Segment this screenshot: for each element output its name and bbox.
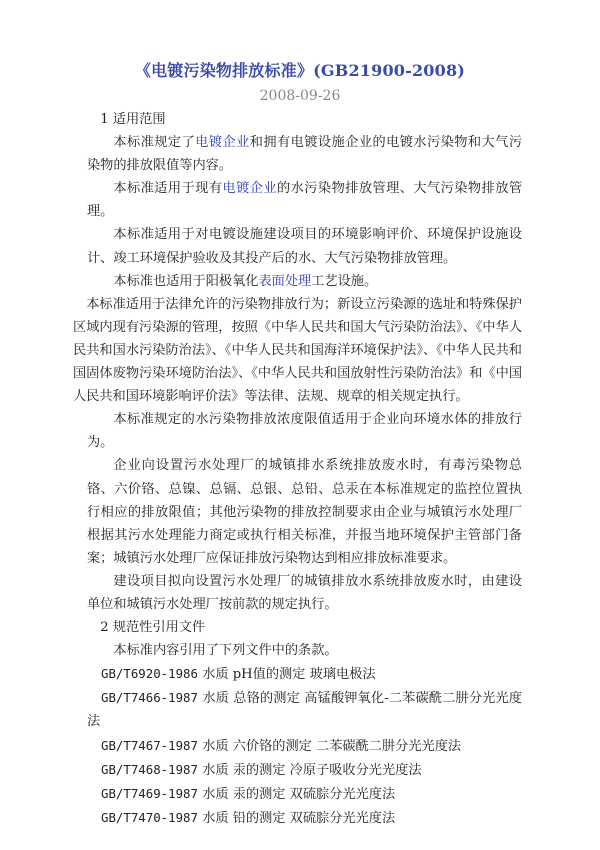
reference-code: GB/T6920-1986 (101, 666, 198, 682)
reference-code: GB/T7466-1987 (101, 690, 198, 706)
link-electroplating-enterprise[interactable]: 电镀企业 (195, 135, 250, 151)
reference-code: GB/T7469-1987 (101, 785, 198, 801)
reference-item (87, 782, 522, 806)
reference-item (87, 662, 522, 686)
paragraph-scope-4 (87, 270, 522, 293)
paragraph-scope-1 (87, 131, 522, 177)
paragraph-text: 本标准适用于现有 (113, 181, 223, 197)
section-1-heading: 1 适用范围 (100, 112, 166, 127)
paragraph-scope-5: 本标准适用于法律允许的污染物排放行为；新设立污染源的选址和特殊保护区域内现有污染源的管理，按照《中华人民共和国大气污染防治法》、《中华人民共和国水污染防治法》、《中华人民共和国海洋环境保护法》、《中华人民共和国固体废物污染环境防治法》、《中华人民共和国放射性污染防治法》和《中国人民共和国环境影响评价法》等法律、法规、规章的相关规定执行。 (73, 296, 522, 405)
document-body (73, 108, 523, 830)
document-title: 《电镀污染物排放标准》(GB21900-2008) (134, 61, 466, 80)
reference-item (87, 734, 522, 758)
section-2-heading: 2 规范性引用文件 (100, 620, 206, 636)
link-surface-treatment[interactable]: 表面处理 (258, 273, 312, 289)
paragraph-text: 工艺设施。 (311, 273, 378, 289)
paragraph-scope-8: 建设项目拟向设置污水处理厂的城镇排放水系统排放废水时，由建设单位和城镇污水处理厂按前款的规定执行。 (87, 573, 522, 612)
reference-item (87, 758, 522, 782)
reference-text: 水质 汞的测定 双硫腙分光光度法 (197, 786, 396, 802)
reference-text: 水质 汞的测定 冷原子吸收分光光度法 (197, 762, 422, 778)
paragraph-scope-2 (87, 177, 522, 223)
paragraph-scope-6: 本标准规定的水污染物排放浓度限值适用于企业向环境水体的排放行为。 (87, 412, 522, 451)
paragraph-text: 本标准规定了 (113, 135, 196, 151)
document-date: 2008-09-26 (259, 88, 341, 104)
paragraph-scope-3: 本标准适用于对电镀设施建设项目的环境影响评价、环境保护设施设计、竣工环境保护验收及其投产后的水、大气污染物排放管理。 (87, 227, 522, 266)
reference-text: 水质 pH值的测定 玻璃电极法 (197, 667, 376, 683)
reference-item (87, 806, 522, 830)
paragraph-references-intro: 本标准内容引用了下列文件中的条款。 (113, 643, 338, 659)
paragraph-scope-7: 企业向设置污水处理厂的城镇排水系统排放废水时，有毒污染物总铬、六价铬、总镍、总镉、总银、总铅、总汞在本标准规定的监控位置执行相应的排放限值；其他污染物的排放控制要求由企业与城镇污水处理厂根据其污水处理能力商定或执行相关标准，并报当地环境保护主管部门备案；城镇污水处理厂应保证排放污染物达到相应排放标准要求。 (87, 458, 522, 566)
paragraph-text: 本标准也适用于阳极氧化 (113, 273, 259, 289)
reference-code: GB/T7468-1987 (101, 761, 198, 777)
link-electroplating-enterprise-2[interactable]: 电镀企业 (222, 181, 278, 197)
reference-item (87, 686, 522, 733)
reference-text: 水质 总铬的测定 高锰酸钾氧化-二苯碳酰二肼分光光度法 (87, 691, 522, 730)
reference-text: 水质 铅的测定 双硫腙分光光度法 (197, 810, 396, 826)
paragraph-text: 和拥有电镀设施企业的电镀水污染物和大气污染物的排放限值等内容。 (87, 135, 523, 174)
reference-code: GB/T7467-1987 (101, 737, 198, 753)
reference-text: 水质 六价铬的测定 二苯碳酰二肼分光光度法 (197, 738, 462, 754)
paragraph-text: 的水污染物排放管理、大气污染物排放管理。 (87, 181, 523, 220)
reference-code: GB/T7470-1987 (101, 809, 198, 825)
